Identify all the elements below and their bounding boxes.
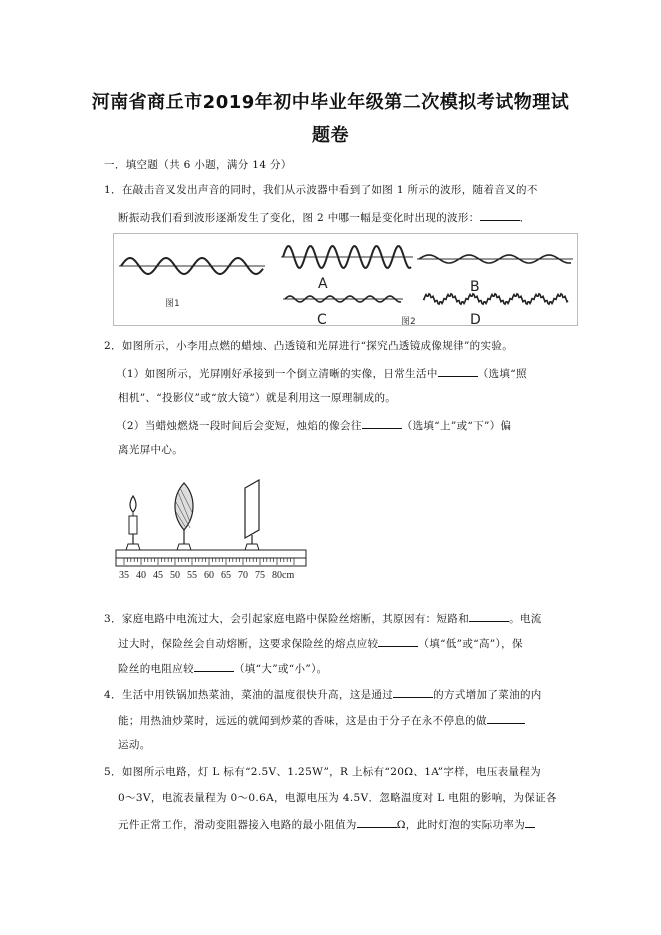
q1-line2 <box>118 210 530 225</box>
q3-blank2 <box>378 636 418 647</box>
figD-label: D <box>470 312 481 326</box>
q5-line3-text: 元件正常工作，滑动变阻器接入电路的最小阻值为 <box>118 819 357 831</box>
q2-sub1-line2: 相机”、“投影仪”或“放大镜”）就是利用这一原理制成的。 <box>118 392 397 404</box>
q1-line2-end: ． <box>519 212 531 224</box>
q3-line2 <box>118 636 523 651</box>
q5-line3-text2: Ω，此时灯泡的实际功率为 <box>396 819 526 831</box>
bench-tick-labels <box>119 570 294 581</box>
convex-lens <box>175 483 193 550</box>
q4-line1 <box>104 687 542 702</box>
bench-tick-label: 75 <box>255 570 265 581</box>
q4-line1-end: 的方式增加了菜油的内 <box>433 689 542 701</box>
fig2-label: 图2 <box>401 317 416 326</box>
q3-line1 <box>104 611 542 626</box>
q1-waveform-figure <box>113 233 578 326</box>
q3-line1-text: 3．家庭电路中电流过大，会引起家庭电路中保险丝熔断，其原因有：短路和 <box>104 613 470 625</box>
bench-tick-label: 55 <box>187 570 197 581</box>
lens-base <box>177 544 191 550</box>
candle-base <box>126 544 140 550</box>
q3-blank3 <box>194 661 234 672</box>
q4-line2 <box>118 713 525 728</box>
light-screen <box>245 480 259 550</box>
q4-line1-text: 4．生活中用铁锅加热菜油，菜油的温度很快升高，这是通过 <box>104 689 394 701</box>
figD-wave <box>423 294 568 304</box>
exam-title-line1: 河南省商丘市2019年初中毕业年级第二次模拟考试物理试 <box>91 92 570 113</box>
candle-flame <box>130 496 136 512</box>
optical-bench-svg <box>112 478 312 588</box>
q2-sub2-line2: 离光屏中心。 <box>118 444 184 456</box>
q2-line1: 2．如图所示，小李用点燃的蜡烛、凸透镜和光屏进行“探究凸透镜成像规律”的实验。 <box>104 340 514 352</box>
q1-line1: 1．在敲击音叉发出声音的同时，我们从示波器中看到了如图 1 所示的波形，随着音叉的不 <box>104 184 538 196</box>
q2-sub1-text: （1）如图所示，光屏刚好承接到一个倒立清晰的实像，日常生活中 <box>116 368 438 380</box>
bench-tick-label: 80cm <box>272 570 295 581</box>
q3-line1-end: 。电流 <box>509 613 542 625</box>
q5-line1: 5．如图所示电路，灯 L 标有“2.5V、1.25W”，R 上标有“20Ω、1A”字样，电压表量程为 <box>104 766 541 778</box>
q2-sub2-blank <box>362 418 402 429</box>
q2-sub2-line1 <box>116 418 511 433</box>
q3-line3-text: 险丝的电阻应较 <box>118 663 194 675</box>
bench-tick-label: 40 <box>136 570 146 581</box>
fig1-label: 图1 <box>165 299 180 309</box>
q2-sub1-text-end: （选填“照 <box>477 368 527 380</box>
q4-blank2 <box>487 713 525 724</box>
bench-tick-label: 70 <box>238 570 248 581</box>
figure-border <box>114 234 578 326</box>
q5-line3 <box>118 817 535 832</box>
bench-tick-label: 50 <box>170 570 180 581</box>
q5-blank1 <box>357 817 397 828</box>
q2-sub1-blank <box>438 366 478 377</box>
exam-title-line2: 题卷 <box>312 125 349 146</box>
q3-blank1 <box>469 611 509 622</box>
q2-sub1-line1 <box>116 366 527 381</box>
screen-base <box>245 544 259 550</box>
bench-rail <box>116 550 306 558</box>
section-heading: 一．填空题（共 6 小题，满分 14 分） <box>104 159 292 171</box>
bench-tick-label: 65 <box>221 570 231 581</box>
q5-blank2 <box>525 817 535 828</box>
q2-sub2-text: （2）当蜡烛燃烧一段时间后会变短，烛焰的像会往 <box>116 420 362 432</box>
q5-line2: 0～3V，电流表量程为 0～0.6A，电源电压为 4.5V．忽略温度对 L 电阻的影响，为保证各 <box>118 792 557 804</box>
figB-label: B <box>470 279 480 295</box>
candle-body <box>129 516 137 534</box>
q3-line3 <box>118 661 328 676</box>
bench-tick-label: 60 <box>204 570 214 581</box>
waveform-svg <box>113 233 578 326</box>
q4-line3: 运动。 <box>118 739 151 751</box>
candle <box>126 496 140 550</box>
screen-panel <box>245 480 259 538</box>
q1-line2-text: 断振动我们看到波形逐渐发生了变化，图 2 中哪一幅是变化时出现的波形： <box>118 212 480 224</box>
figA-label: A <box>318 276 328 292</box>
q2-optical-bench-figure <box>112 478 312 588</box>
q4-line2-text: 能；用热油炒菜时，远远的就闻到炒菜的香味，这是由于分子在永不停息的做 <box>118 715 487 727</box>
q3-line2-text: 过大时，保险丝会自动熔断，这要求保险丝的熔点应较 <box>118 638 379 650</box>
bench-tick-label: 35 <box>119 570 129 581</box>
q3-line3-end: （填“大”或“小”）。 <box>233 663 328 675</box>
q1-answer-blank <box>480 210 520 221</box>
figC-label: C <box>317 312 327 326</box>
bench-tick-label: 45 <box>153 570 163 581</box>
q2-sub2-text-end: （选填“上”或“下”）偏 <box>401 420 512 432</box>
q3-line2-end: （填“低”或“高”），保 <box>418 638 523 650</box>
q4-blank1 <box>393 687 433 698</box>
